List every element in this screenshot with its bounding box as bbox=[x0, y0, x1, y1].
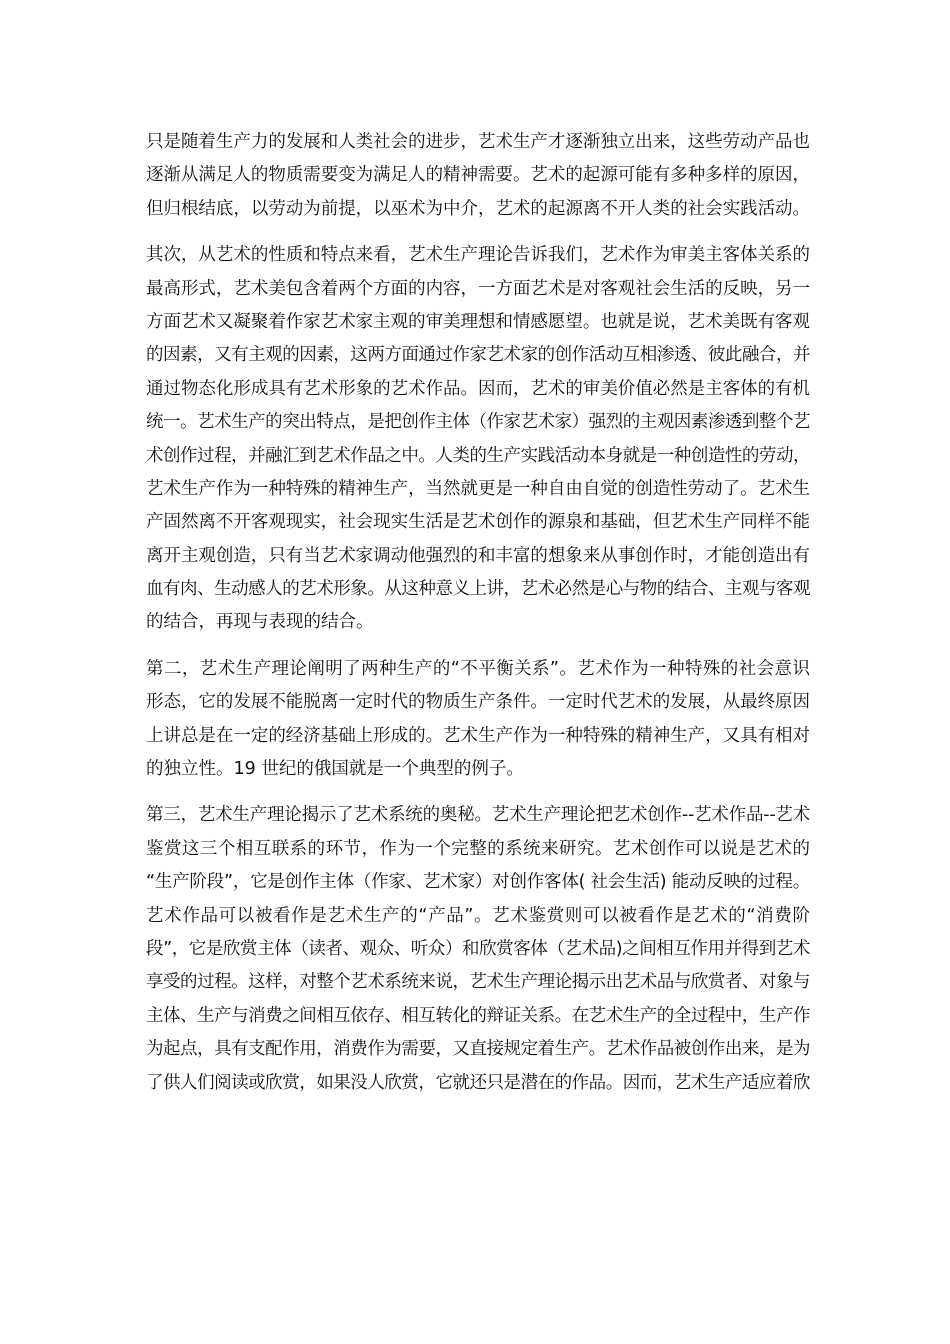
document-body bbox=[146, 126, 810, 1100]
text-line: 艺术作品可以被看作是艺术生产的“产品”。艺术鉴赏则可以被看作是艺术的“消费阶 bbox=[146, 905, 810, 926]
text-line: 上讲总是在一定的经济基础上形成的。艺术生产作为一种特殊的精神生产，又具有相对 bbox=[146, 725, 810, 746]
text-line: 艺术生产作为一种特殊的精神生产，当然就更是一种自由自觉的创造性劳动了。艺术生 bbox=[146, 478, 810, 499]
text-line: 第三，艺术生产理论揭示了艺术系统的奥秘。艺术生产理论把艺术创作--艺术作品--艺术 bbox=[146, 805, 810, 826]
text-line: 离开主观创造，只有当艺术家调动他强烈的和丰富的想象来从事创作时，才能创造出有 bbox=[146, 545, 810, 566]
text-line: 通过物态化形成具有艺术形象的艺术作品。因而，艺术的审美价值必然是主客体的有机 bbox=[146, 378, 810, 399]
paragraph-art-system bbox=[146, 799, 810, 1100]
paragraph-art-origin bbox=[146, 126, 810, 226]
text-line: 只是随着生产力的发展和人类社会的进步，艺术生产才逐渐独立出来，这些劳动产品也 bbox=[146, 132, 810, 152]
text-line: 主体、生产与消费之间相互依存、相互转化的辩证关系。在艺术生产的全过程中，生产作 bbox=[146, 1005, 810, 1026]
text-line: 血有肉、生动感人的艺术形象。从这种意义上讲，艺术必然是心与物的结合、主观与客观 bbox=[146, 579, 810, 600]
text-line: 方面艺术又凝聚着作家艺术家主观的审美理想和情感愿望。也就是说，艺术美既有客观 bbox=[146, 311, 810, 332]
text-line: 逐渐从满足人的物质需要变为满足人的精神需要。艺术的起源可能有多种多样的原因， bbox=[146, 165, 810, 186]
text-line: 段”，它是欣赏主体（读者、观众、听众）和欣赏客体（艺术品)之间相互作用并得到艺术 bbox=[146, 938, 810, 959]
text-line: 形态，它的发展不能脱离一定时代的物质生产条件。一定时代艺术的发展，从最终原因 bbox=[146, 692, 810, 713]
text-line: 第二，艺术生产理论阐明了两种生产的“不平衡关系”。艺术作为一种特殊的社会意识 bbox=[146, 658, 810, 679]
text-line: 享受的过程。这样，对整个艺术系统来说，艺术生产理论揭示出艺术品与欣赏者、对象与 bbox=[146, 972, 810, 993]
text-line: 统一。艺术生产的突出特点，是把创作主体（作家艺术家）强烈的主观因素渗透到整个艺 bbox=[146, 412, 810, 433]
text-line: 的独立性。19 世纪的俄国就是一个典型的例子。 bbox=[146, 759, 524, 780]
text-line: 但归根结底，以劳动为前提，以巫术为中介，艺术的起源离不开人类的社会实践活动。 bbox=[146, 198, 810, 219]
text-line: 产固然离不开客观现实，社会现实生活是艺术创作的源泉和基础，但艺术生产同样不能 bbox=[146, 512, 810, 533]
text-line: 的结合，再现与表现的结合。 bbox=[146, 612, 374, 633]
text-line: 了供人们阅读或欣赏，如果没人欣赏，它就还只是潜在的作品。因而，艺术生产适应着欣 bbox=[146, 1072, 810, 1093]
text-line: 术创作过程，并融汇到艺术作品之中。人类的生产实践活动本身就是一种创造性的劳动， bbox=[146, 445, 810, 466]
text-line: 最高形式，艺术美包含着两个方面的内容，一方面艺术是对客观社会生活的反映，另一 bbox=[146, 278, 810, 299]
text-line: “生产阶段”，它是创作主体（作家、艺术家）对创作客体( 社会生活) 能动反映的过程。 bbox=[146, 872, 810, 893]
text-line: 为起点，具有支配作用，消费作为需要，又直接规定着生产。艺术作品被创作出来，是为 bbox=[146, 1039, 810, 1060]
paragraph-art-nature bbox=[146, 239, 810, 640]
text-line: 其次，从艺术的性质和特点来看，艺术生产理论告诉我们，艺术作为审美主客体关系的 bbox=[146, 245, 810, 266]
paragraph-imbalance bbox=[146, 653, 810, 787]
text-line: 鉴赏这三个相互联系的环节，作为一个完整的系统来研究。艺术创作可以说是艺术的 bbox=[146, 838, 810, 859]
text-line: 的因素，又有主观的因素，这两方面通过作家艺术家的创作活动互相渗透、彼此融合，并 bbox=[146, 345, 810, 366]
